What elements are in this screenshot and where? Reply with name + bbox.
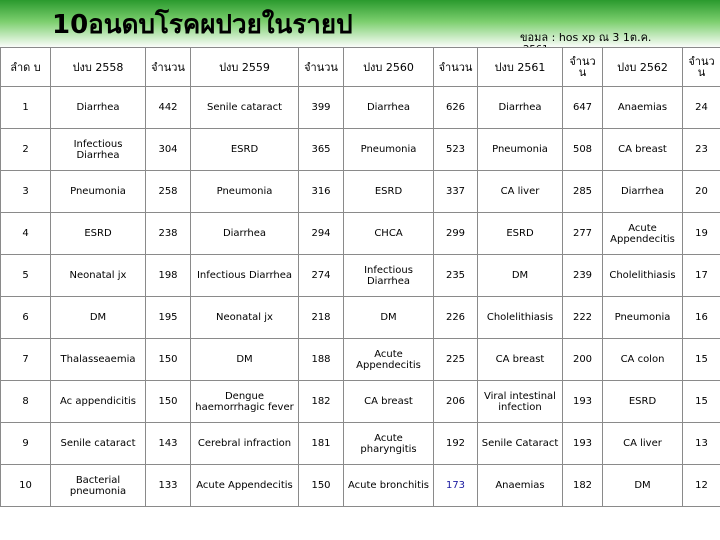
count-cell: 198 xyxy=(146,255,191,297)
disease-cell: Dengue haemorrhagic fever xyxy=(191,381,299,423)
disease-cell: ESRD xyxy=(344,171,434,213)
count-cell: 316 xyxy=(299,171,344,213)
table-row xyxy=(1,171,720,213)
disease-cell: Senile Cataract xyxy=(478,423,563,465)
count-cell: 192 xyxy=(434,423,478,465)
disease-cell: Diarrhea xyxy=(191,213,299,255)
table-row xyxy=(1,339,720,381)
source-note: ขอมล : hos xp ณ 3 1ต.ค. xyxy=(520,31,652,44)
disease-table xyxy=(0,47,720,507)
rank-cell: 5 xyxy=(1,255,51,297)
count-cell: 225 xyxy=(434,339,478,381)
disease-cell: DM xyxy=(191,339,299,381)
rank-cell: 9 xyxy=(1,423,51,465)
count-cell: 193 xyxy=(563,423,603,465)
count-cell: 238 xyxy=(146,213,191,255)
count-cell: 294 xyxy=(299,213,344,255)
header-cell: ปงบ 2561 xyxy=(478,48,563,87)
count-cell: 285 xyxy=(563,171,603,213)
count-cell: 182 xyxy=(299,381,344,423)
count-cell: 182 xyxy=(563,465,603,507)
count-cell: 173 xyxy=(434,465,478,507)
header-cell: ปงบ 2562 xyxy=(603,48,683,87)
count-cell: 304 xyxy=(146,129,191,171)
count-cell: 150 xyxy=(146,339,191,381)
disease-cell: Acute Appendecitis xyxy=(603,213,683,255)
disease-cell: Acute Appendecitis xyxy=(344,339,434,381)
disease-cell: Diarrhea xyxy=(478,87,563,129)
count-cell: 226 xyxy=(434,297,478,339)
count-cell: 222 xyxy=(563,297,603,339)
table-row xyxy=(1,381,720,423)
disease-cell: ESRD xyxy=(603,381,683,423)
disease-cell: Pneumonia xyxy=(51,171,146,213)
disease-cell: Neonatal jx xyxy=(191,297,299,339)
count-cell: 200 xyxy=(563,339,603,381)
count-cell: 239 xyxy=(563,255,603,297)
disease-cell: DM xyxy=(344,297,434,339)
disease-cell: CHCA xyxy=(344,213,434,255)
table-row xyxy=(1,423,720,465)
count-cell: 188 xyxy=(299,339,344,381)
disease-cell: ESRD xyxy=(51,213,146,255)
count-cell: 258 xyxy=(146,171,191,213)
header-cell: ปงบ 2559 xyxy=(191,48,299,87)
count-cell: 442 xyxy=(146,87,191,129)
table-row xyxy=(1,255,720,297)
count-cell: 274 xyxy=(299,255,344,297)
count-cell: 647 xyxy=(563,87,603,129)
count-cell: 337 xyxy=(434,171,478,213)
table-row xyxy=(1,129,720,171)
rank-cell: 10 xyxy=(1,465,51,507)
disease-cell: Cholelithiasis xyxy=(478,297,563,339)
disease-cell: CA liver xyxy=(603,423,683,465)
disease-cell: CA breast xyxy=(344,381,434,423)
disease-cell: Cerebral infraction xyxy=(191,423,299,465)
count-cell: 143 xyxy=(146,423,191,465)
disease-cell: Viral intestinal infection xyxy=(478,381,563,423)
count-cell: 12 xyxy=(683,465,720,507)
disease-cell: DM xyxy=(603,465,683,507)
count-cell: 150 xyxy=(299,465,344,507)
rank-cell: 4 xyxy=(1,213,51,255)
disease-cell: Pneumonia xyxy=(603,297,683,339)
count-cell: 195 xyxy=(146,297,191,339)
disease-cell: Neonatal jx xyxy=(51,255,146,297)
disease-cell: Ac appendicitis xyxy=(51,381,146,423)
table-row xyxy=(1,87,720,129)
disease-cell: Infectious Diarrhea xyxy=(344,255,434,297)
disease-cell: CA liver xyxy=(478,171,563,213)
count-cell: 218 xyxy=(299,297,344,339)
disease-cell: Acute Appendecitis xyxy=(191,465,299,507)
disease-cell: Bacterial pneumonia xyxy=(51,465,146,507)
count-cell: 193 xyxy=(563,381,603,423)
disease-cell: Pneumonia xyxy=(478,129,563,171)
header-cell: จำนวน xyxy=(434,48,478,87)
count-cell: 13 xyxy=(683,423,720,465)
disease-cell: Acute pharyngitis xyxy=(344,423,434,465)
disease-cell: CA breast xyxy=(603,129,683,171)
disease-cell: DM xyxy=(478,255,563,297)
count-cell: 19 xyxy=(683,213,720,255)
rank-cell: 7 xyxy=(1,339,51,381)
table-row xyxy=(1,297,720,339)
header-cell: จำนว น xyxy=(563,48,603,87)
count-cell: 626 xyxy=(434,87,478,129)
header-cell: จำนวน xyxy=(146,48,191,87)
count-cell: 523 xyxy=(434,129,478,171)
table-row xyxy=(1,465,720,507)
disease-cell: Diarrhea xyxy=(344,87,434,129)
header-cell: จำนว น xyxy=(683,48,720,87)
rank-cell: 1 xyxy=(1,87,51,129)
count-cell: 20 xyxy=(683,171,720,213)
count-cell: 15 xyxy=(683,339,720,381)
count-cell: 235 xyxy=(434,255,478,297)
disease-cell: Infectious Diarrhea xyxy=(191,255,299,297)
count-cell: 399 xyxy=(299,87,344,129)
count-cell: 181 xyxy=(299,423,344,465)
count-cell: 15 xyxy=(683,381,720,423)
disease-cell: Anaemias xyxy=(478,465,563,507)
count-cell: 508 xyxy=(563,129,603,171)
disease-cell: Pneumonia xyxy=(344,129,434,171)
count-cell: 24 xyxy=(683,87,720,129)
count-cell: 206 xyxy=(434,381,478,423)
disease-cell: DM xyxy=(51,297,146,339)
header-cell: ปงบ 2560 xyxy=(344,48,434,87)
count-cell: 16 xyxy=(683,297,720,339)
header-row xyxy=(1,48,720,87)
header-cell: ปงบ 2558 xyxy=(51,48,146,87)
count-cell: 150 xyxy=(146,381,191,423)
page-title: 10อนดบโรคผปวยในรายป xyxy=(52,10,353,40)
disease-cell: ESRD xyxy=(191,129,299,171)
header-cell: จำนวน xyxy=(299,48,344,87)
rank-cell: 8 xyxy=(1,381,51,423)
disease-cell: Cholelithiasis xyxy=(603,255,683,297)
rank-cell: 2 xyxy=(1,129,51,171)
table-row xyxy=(1,213,720,255)
disease-cell: Diarrhea xyxy=(603,171,683,213)
count-cell: 365 xyxy=(299,129,344,171)
disease-cell: Thalasseaemia xyxy=(51,339,146,381)
disease-cell: Anaemias xyxy=(603,87,683,129)
disease-cell: Senile cataract xyxy=(191,87,299,129)
disease-cell: Acute bronchitis xyxy=(344,465,434,507)
rank-cell: 3 xyxy=(1,171,51,213)
count-cell: 133 xyxy=(146,465,191,507)
count-cell: 277 xyxy=(563,213,603,255)
count-cell: 23 xyxy=(683,129,720,171)
count-cell: 299 xyxy=(434,213,478,255)
table-body xyxy=(1,87,720,507)
disease-cell: ESRD xyxy=(478,213,563,255)
disease-cell: Pneumonia xyxy=(191,171,299,213)
disease-cell: Senile cataract xyxy=(51,423,146,465)
disease-cell: CA colon xyxy=(603,339,683,381)
disease-cell: Infectious Diarrhea xyxy=(51,129,146,171)
disease-cell: Diarrhea xyxy=(51,87,146,129)
count-cell: 17 xyxy=(683,255,720,297)
header-cell: ลำด บ xyxy=(1,48,51,87)
disease-cell: CA breast xyxy=(478,339,563,381)
rank-cell: 6 xyxy=(1,297,51,339)
